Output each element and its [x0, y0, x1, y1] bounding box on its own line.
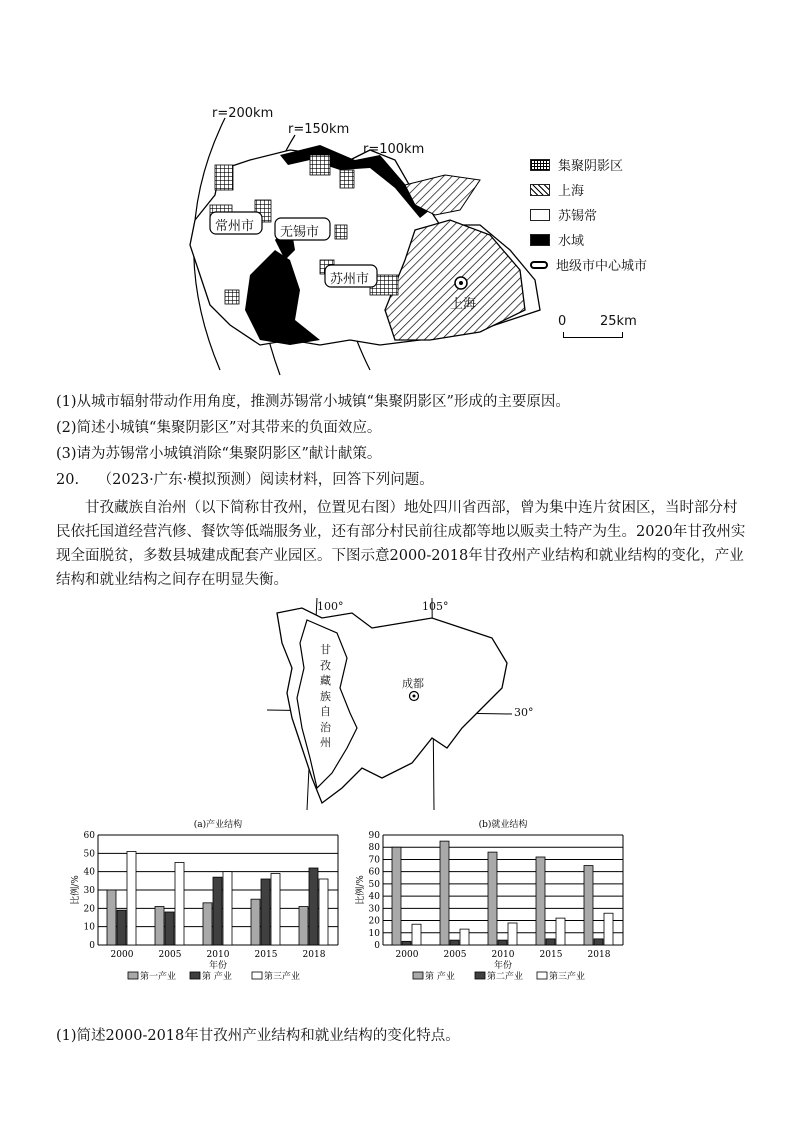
- y-tick-label: 90: [368, 831, 380, 841]
- y-tick-label: 50: [368, 879, 380, 890]
- legend-swatch: [475, 972, 485, 979]
- map-ganzi-svg: [262, 598, 542, 810]
- y-tick-label: 80: [368, 843, 380, 854]
- y-tick-label: 20: [368, 916, 380, 927]
- y-tick-label: 0: [89, 941, 95, 951]
- y-tick-label: 40: [83, 867, 95, 878]
- legend-item: [530, 205, 597, 224]
- city-label-changzhou: 常州市: [215, 219, 255, 234]
- bar-第二产业: [594, 939, 603, 945]
- legend-label: 苏锡常: [558, 209, 598, 224]
- radius-label: r=200km: [212, 106, 274, 121]
- map-ganzi: [262, 598, 542, 810]
- x-axis-label: 年份: [493, 961, 513, 971]
- bar-第二产业: [309, 868, 318, 945]
- x-axis-label: 年份: [208, 961, 228, 971]
- y-tick-label: 40: [368, 892, 380, 903]
- hatch-pattern-icon: [530, 184, 550, 196]
- y-tick-label: 50: [83, 849, 95, 860]
- chart-title: (a)产业结构: [193, 820, 243, 830]
- y-tick-label: 30: [368, 904, 380, 915]
- legend-item: [530, 155, 623, 174]
- bar-第二产业: [117, 910, 126, 945]
- map-suxichang: [180, 100, 680, 380]
- question-source: （2023·广东·模拟预测）阅读材料，回答下列问题。: [97, 472, 434, 488]
- bar-第三产业: [556, 918, 565, 945]
- bar-第一产业: [203, 903, 212, 945]
- bar-第三产业: [604, 913, 613, 945]
- city-label-shanghai: 上海: [450, 297, 477, 312]
- legend-item: [530, 180, 584, 199]
- question-number: 20.: [56, 472, 80, 488]
- y-tick-label: 70: [368, 855, 380, 866]
- bar-第一产业: [155, 907, 164, 946]
- map-legend: [530, 155, 680, 285]
- bar-第三产业: [508, 923, 517, 945]
- bar-第三产业: [319, 879, 328, 945]
- x-tick-label: 2010: [206, 950, 230, 960]
- cluster-patch: [310, 155, 330, 175]
- legend-label: 集聚阴影区: [558, 159, 624, 174]
- bar-第二产业: [402, 941, 411, 945]
- bar-第一产业: [440, 841, 449, 945]
- chart-employment-structure: [355, 815, 645, 1015]
- legend-swatch: [190, 972, 200, 979]
- bar-第三产业: [271, 874, 280, 946]
- legend-swatch: [413, 972, 423, 979]
- legend-label: 第 产业: [202, 972, 232, 982]
- grid-pattern-icon: [530, 159, 550, 171]
- scale-zero: 0: [558, 314, 567, 329]
- bar-第一产业: [584, 866, 593, 945]
- legend-item: [530, 230, 584, 249]
- x-tick-label: 2005: [443, 950, 467, 960]
- legend-label: 上海: [558, 184, 585, 199]
- legend-label: 第一产业: [140, 972, 177, 982]
- y-tick-label: 10: [83, 922, 95, 933]
- x-tick-label: 2018: [302, 950, 326, 960]
- bar-第二产业: [450, 940, 459, 945]
- y-axis-label: 比例/%: [71, 875, 81, 905]
- bar-第一产业: [536, 857, 545, 945]
- legend-label: 水域: [558, 234, 585, 249]
- bar-第三产业: [412, 924, 421, 945]
- y-tick-label: 30: [83, 886, 95, 896]
- question-19-3: (3)请为苏锡常小城镇消除“集聚阴影区”献计献策。: [56, 446, 382, 462]
- legend-label: 第三产业: [264, 972, 301, 982]
- bar-第二产业: [498, 940, 507, 945]
- bar-第一产业: [251, 899, 260, 945]
- bar-第一产业: [392, 847, 401, 945]
- city-outline-icon: [530, 261, 548, 269]
- legend-swatch: [537, 972, 547, 979]
- x-tick-label: 2015: [539, 950, 563, 960]
- bar-第三产业: [127, 852, 136, 946]
- legend-label: 地级市中心城市: [556, 259, 648, 274]
- bar-第一产业: [299, 907, 308, 946]
- cluster-patch: [215, 165, 233, 190]
- y-tick-label: 0: [374, 941, 380, 951]
- city-label-wuxi: 无锡市: [280, 225, 320, 240]
- radius-label: r=100km: [363, 142, 425, 157]
- bar-第二产业: [261, 879, 270, 945]
- question-20-1: (1)简述2000-2018年甘孜州产业结构和就业结构的变化特点。: [56, 1028, 460, 1044]
- chengdu-label: 成都: [402, 677, 424, 690]
- x-tick-label: 2010: [491, 950, 515, 960]
- bar-第二产业: [546, 939, 555, 945]
- radius-label: r=150km: [288, 122, 350, 137]
- bar-第三产业: [175, 863, 184, 946]
- bar-第一产业: [488, 852, 497, 945]
- x-tick-label: 2018: [587, 950, 611, 960]
- solid-black-icon: [530, 234, 550, 246]
- scale-end: 25km: [600, 314, 637, 329]
- y-tick-label: 20: [83, 904, 95, 915]
- y-tick-label: 60: [368, 867, 380, 878]
- cluster-patch: [340, 170, 354, 188]
- scale-bar: [563, 332, 623, 338]
- legend-swatch: [128, 972, 138, 979]
- legend-label: 第二产业: [487, 972, 524, 982]
- ganzi-label: 甘 孜 藏 族 自 治 州: [320, 643, 331, 749]
- x-tick-label: 2000: [110, 950, 134, 960]
- cluster-patch: [335, 225, 347, 239]
- bar-第三产业: [223, 872, 232, 945]
- lat-label-30: 30°: [514, 706, 534, 719]
- cluster-patch: [225, 290, 239, 304]
- y-axis-label: 比例/%: [356, 875, 366, 905]
- x-tick-label: 2015: [254, 950, 278, 960]
- lon-label-100: 100°: [317, 600, 344, 613]
- legend-swatch: [252, 972, 262, 979]
- legend-label: 第三产业: [549, 972, 586, 982]
- chart-title: (b)就业结构: [478, 820, 528, 830]
- question-20-header: [56, 470, 434, 490]
- question-19-2: (2)简述小城镇“集聚阴影区”对其带来的负面效应。: [56, 420, 382, 436]
- legend-item: [530, 255, 647, 274]
- city-label-suzhou: 苏州市: [330, 272, 370, 287]
- bar-第二产业: [213, 877, 222, 945]
- bar-第一产业: [107, 890, 116, 945]
- blank-box-icon: [530, 209, 550, 221]
- chart-industry-structure: [70, 815, 360, 1015]
- bar-第三产业: [460, 929, 469, 945]
- bar-第二产业: [165, 912, 174, 945]
- question-19-1: (1)从城市辐射带动作用角度，推测苏锡常小城镇“集聚阴影区”形成的主要原因。: [56, 394, 570, 410]
- lon-label-105: 105°: [422, 600, 449, 613]
- x-tick-label: 2000: [395, 950, 419, 960]
- legend-label: 第 产业: [425, 972, 455, 982]
- x-tick-label: 2005: [158, 950, 182, 960]
- y-tick-label: 10: [368, 928, 380, 939]
- material-paragraph: 甘孜藏族自治州（以下简称甘孜州，位置见右图）地处四川省西部，曾为集中连片贫困区，当时部分村民依托国道经营汽修、餐饮等低端服务业，还有部分村民前往成都等地以贩卖土特产为生。2020年甘孜州实现全面脱贫，多数县城建成配套产业园区。下图示意2000-2018年甘孜州产业结构和就业结构的变化，产业结构和就业结构之间存在明显失衡。: [56, 500, 746, 588]
- y-tick-label: 60: [83, 831, 95, 841]
